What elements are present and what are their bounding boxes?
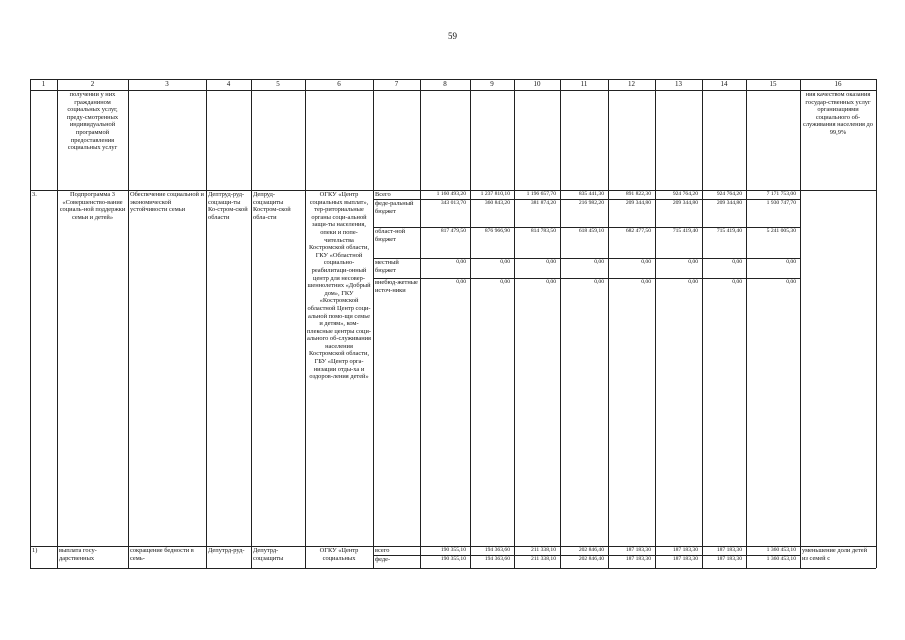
funding-value: 891 822,30: [625, 191, 651, 197]
funding-value: 0,00: [546, 279, 556, 285]
table-column-line: [514, 79, 515, 568]
co-executor-department: Депруд-соцзащиты Костром-ской обла-сти: [253, 191, 291, 221]
funding-value: 0,00: [786, 279, 796, 285]
funding-value: 7 171 753,00: [766, 191, 796, 197]
funding-value: 618 459,10: [578, 228, 604, 234]
funding-value: 0,00: [500, 259, 510, 265]
funding-value: 202 846,40: [578, 547, 604, 553]
table-column-line: [373, 79, 374, 568]
responsible-department: Дептруд-руд-соцзащи-ты Ко-стром-ской области: [208, 191, 248, 221]
funding-value: 0,00: [732, 279, 742, 285]
funding-row-line: [373, 278, 800, 279]
table-column-line: [876, 79, 877, 568]
column-header: 10: [533, 80, 541, 88]
funding-value: 1 360 453,10: [766, 547, 796, 553]
funding-value: 190 355,10: [440, 556, 466, 562]
funding-value: 1 360 453,10: [766, 556, 796, 562]
column-header: 15: [769, 80, 777, 88]
funding-value: 216 982,20: [578, 200, 604, 206]
table-column-line: [30, 79, 31, 568]
funding-row-line: [373, 199, 800, 200]
continued-result: ния качеством оказания государ-ственных услуг организациями социального об-служивания населения до 99,9%: [803, 91, 873, 136]
funding-value: 209 344,80: [716, 200, 742, 206]
subprogram-goal: Обеспечение социальной и экономической устойчивости семьи: [130, 191, 204, 214]
funding-row-line: [373, 227, 800, 228]
funding-value: 0,00: [546, 259, 556, 265]
column-header: 6: [337, 80, 341, 88]
executors-list: ОГКУ «Центр социальных выплат», тер-риториальные органы соци-альной защи-ты населения, опеки и попе-чительства Костромской области, ГКУ «Областной социально-реабилитаци-онный центр для несовер-шеннолетних «Добрый дом», ГКУ «Костромской областной Центр соци-альной помо-щи семье и детям», ком-плексные центры соци-ального об-служивания населения Костромской области, ГБУ «Центр орга-низации отды-ха и оздоров-ления детей»: [307, 191, 371, 381]
funding-source-label: феде-: [375, 556, 391, 563]
funding-source-label: всего: [375, 547, 390, 554]
table-column-line: [57, 79, 58, 568]
column-header: 16: [834, 80, 842, 88]
funding-value: 835 441,30: [578, 191, 604, 197]
table-column-line: [800, 79, 801, 568]
funding-value: 187 183,30: [625, 547, 651, 553]
funding-value: 924 764,20: [672, 191, 698, 197]
co-executor-department: Депутрд-соцзащиты: [253, 547, 284, 562]
funding-value: 876 966,90: [484, 228, 510, 234]
funding-value: 211 338,10: [531, 547, 556, 553]
column-header: 2: [90, 80, 95, 88]
funding-value: 0,00: [786, 259, 796, 265]
funding-value: 1 196 657,70: [526, 191, 556, 197]
funding-value: 209 344,80: [625, 200, 651, 206]
subprogram-name: Подпрограмма 3 «Совершенство-вание социаль-ной поддержки семьи и детей»: [59, 191, 126, 221]
funding-value: 0,00: [688, 259, 698, 265]
funding-row-line: [373, 258, 800, 259]
funding-source-label: местный бюджет: [375, 259, 399, 274]
funding-value: 814 783,50: [530, 228, 556, 234]
column-header: 11: [580, 80, 588, 88]
funding-value: 0,00: [456, 259, 466, 265]
funding-value: 343 013,70: [440, 200, 466, 206]
column-header: 5: [276, 80, 280, 88]
funding-value: 0,00: [688, 279, 698, 285]
funding-value: 194 363,60: [484, 556, 510, 562]
funding-value: 0,00: [500, 279, 510, 285]
funding-value: 0,00: [641, 259, 651, 265]
funding-value: 715 419,40: [716, 228, 742, 234]
funding-value: 715 419,40: [672, 228, 698, 234]
measure-goal: сокращение бедности в семь-: [130, 547, 194, 562]
measure-name: выплата госу-дарственных: [59, 547, 97, 562]
column-header: 8: [443, 80, 447, 88]
table-column-line: [702, 79, 703, 568]
funding-value: 1 237 810,10: [480, 191, 510, 197]
funding-value: 360 843,20: [484, 200, 510, 206]
row-number: 1): [32, 547, 38, 554]
table-column-line: [251, 79, 252, 568]
column-header: 9: [490, 80, 494, 88]
funding-value: 187 183,30: [625, 556, 651, 562]
funding-source-label: област-ной бюджет: [375, 228, 406, 243]
funding-value: 1 160 493,20: [436, 191, 466, 197]
funding-value: 0,00: [641, 279, 651, 285]
table-column-line: [206, 79, 207, 568]
page-number: 59: [448, 31, 457, 41]
table-row-line: [30, 90, 876, 91]
funding-source-label: феде-ральный бюджет: [375, 200, 414, 215]
table-row-line: [30, 568, 876, 569]
funding-value: 194 363,60: [484, 547, 510, 553]
row-number: 3.: [32, 191, 37, 198]
funding-value: 0,00: [456, 279, 466, 285]
column-header: 14: [720, 80, 728, 88]
funding-value: 187 183,30: [672, 556, 698, 562]
funding-value: 682 477,50: [625, 228, 651, 234]
responsible-department: Депутрд-руд-: [208, 547, 245, 554]
funding-source-label: внебюд-жетные источ-ники: [375, 279, 418, 294]
funding-value: 187 183,30: [716, 547, 742, 553]
funding-value: 187 183,30: [716, 556, 742, 562]
table-column-line: [655, 79, 656, 568]
table-column-line: [560, 79, 561, 568]
executors-list: ОГКУ «Центр социальных: [319, 547, 359, 562]
measure-result: уменьшение доли детей из семей с: [802, 547, 868, 562]
funding-source-label: Всего: [375, 191, 391, 198]
table-column-line: [470, 79, 471, 568]
column-header: 13: [675, 80, 682, 88]
column-header: 1: [41, 80, 46, 88]
table-column-line: [608, 79, 609, 568]
funding-value: 1 930 747,70: [766, 200, 796, 206]
funding-value: 209 344,80: [672, 200, 698, 206]
funding-value: 211 338,10: [531, 556, 556, 562]
column-header: 12: [628, 80, 635, 88]
funding-value: 0,00: [732, 259, 742, 265]
funding-value: 187 183,30: [672, 547, 698, 553]
column-header: 7: [394, 80, 399, 88]
funding-value: 381 874,20: [530, 200, 556, 206]
funding-row-line: [373, 555, 800, 556]
table-column-line: [128, 79, 129, 568]
funding-value: 0,00: [594, 259, 604, 265]
funding-value: 817 479,50: [440, 228, 466, 234]
column-header: 3: [165, 80, 169, 88]
table-column-line: [305, 79, 306, 568]
column-header: 4: [226, 80, 231, 88]
table-column-line: [420, 79, 421, 568]
continued-description: получении у них гражданином социальных услуг, преду-смотренных индивидуальной программой предоставления социальных услуг: [66, 91, 119, 152]
funding-value: 0,00: [594, 279, 604, 285]
funding-value: 924 764,20: [716, 191, 742, 197]
table-column-line: [746, 79, 747, 568]
funding-value: 190 355,10: [440, 547, 466, 553]
funding-value: 202 846,40: [578, 556, 604, 562]
funding-value: 5 241 005,30: [766, 228, 796, 234]
